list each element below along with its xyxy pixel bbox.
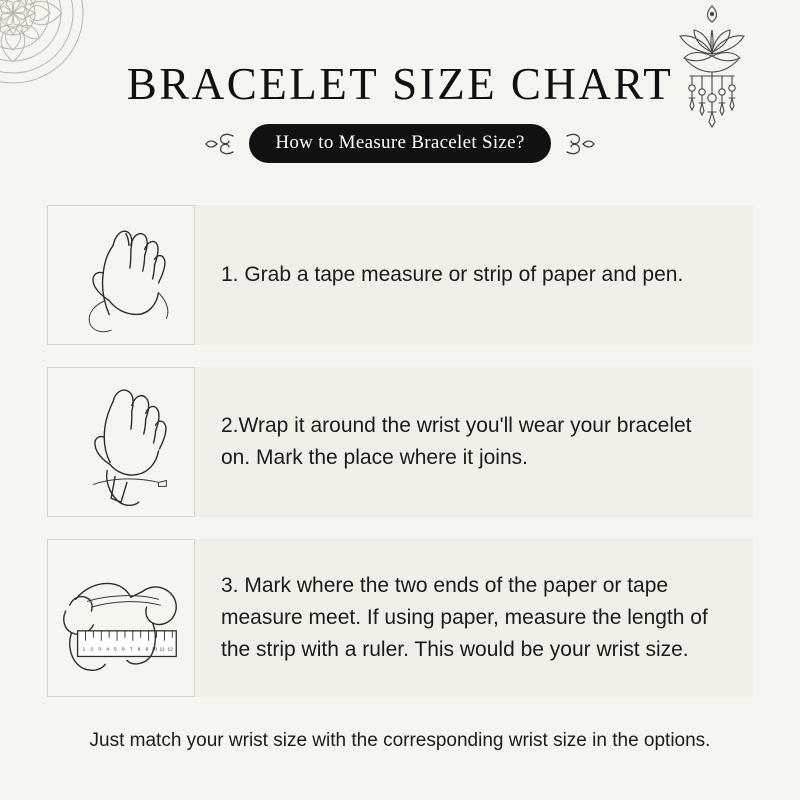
subtitle-pill: How to Measure Bracelet Size?: [249, 124, 550, 163]
svg-text:4: 4: [106, 647, 109, 653]
hand-with-tape-around-wrist-icon: [47, 367, 195, 517]
svg-text:5: 5: [114, 647, 117, 653]
step-text: 1. Grab a tape measure or strip of paper and pen.: [221, 263, 684, 287]
hands-measuring-strip-with-ruler-icon: [47, 539, 195, 697]
list-item: [47, 205, 753, 345]
steps-list: [47, 205, 753, 719]
footer-note: Just match your wrist size with the corresponding wrist size in the options.: [89, 730, 711, 751]
svg-text:7: 7: [129, 647, 133, 653]
list-item: [47, 367, 753, 517]
page-title: BRACELET SIZE CHART: [126, 59, 674, 109]
svg-text:10: 10: [151, 647, 158, 653]
svg-text:12: 12: [167, 647, 173, 653]
svg-text:9: 9: [145, 647, 149, 653]
step-text: 3. Mark where the two ends of the paper or tape measure meet. If using paper, measure the length of the strip with a ruler. This would be your wrist size.: [221, 574, 708, 661]
svg-text:11: 11: [159, 647, 165, 653]
svg-text:2: 2: [90, 647, 94, 653]
subtitle-row: [0, 124, 800, 163]
svg-text:6: 6: [121, 647, 125, 653]
svg-text:8: 8: [137, 647, 141, 653]
list-item: [47, 539, 753, 697]
svg-text:3: 3: [98, 647, 102, 653]
flourish-icon: [563, 130, 597, 158]
hand-fist-with-tape-icon: [47, 205, 195, 345]
svg-text:1: 1: [82, 647, 86, 653]
step-text: 2.Wrap it around the wrist you'll wear your bracelet on. Mark the place where it joins.: [221, 414, 692, 469]
flourish-icon: [203, 130, 237, 158]
